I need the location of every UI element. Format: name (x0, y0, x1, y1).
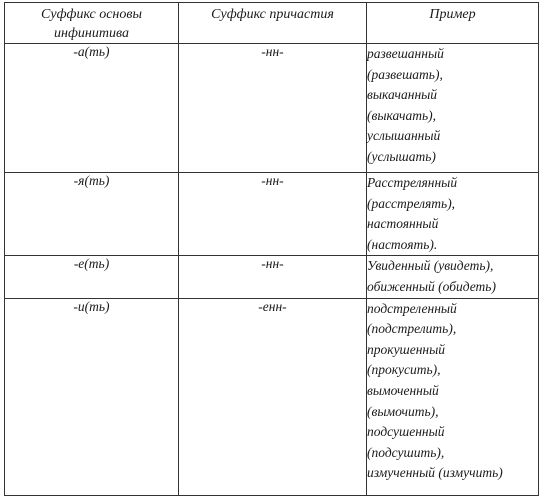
participle-suffix-cell: -енн- (179, 298, 367, 495)
table-row (5, 173, 539, 256)
example-cell (367, 256, 539, 298)
example-line: (услышать) (367, 148, 436, 164)
participle-suffix-cell: -нн- (179, 173, 367, 256)
example-line: (настоять). (367, 236, 438, 252)
infinitive-suffix-cell: -и(ть) (5, 298, 179, 495)
participle-suffix-cell: -нн- (179, 44, 367, 173)
header-participle-suffix: Суффикс причастия (179, 3, 367, 44)
header-infinitive-suffix: Суффикс основы инфинитива (5, 3, 179, 44)
header-example: Пример (367, 3, 539, 44)
example-line: (подстрелить), (367, 321, 457, 337)
example-line: обиженный (обидеть) (367, 278, 496, 294)
example-line: выкачанный (367, 87, 438, 103)
example-line: Увиденный (увидеть), (367, 258, 494, 274)
example-cell (367, 44, 539, 173)
example-line: вымоченный (367, 382, 439, 398)
example-line: (выкачать), (367, 107, 437, 123)
example-line: (прокусить), (367, 362, 441, 378)
participle-suffix-cell: -нн- (179, 256, 367, 298)
infinitive-suffix-cell: -е(ть) (5, 256, 179, 298)
example-line: настоянный (367, 216, 439, 232)
example-line: (подсушить), (367, 444, 445, 460)
table-row (5, 44, 539, 173)
example-line: (расстрелять), (367, 195, 456, 211)
infinitive-suffix-cell: -а(ть) (5, 44, 179, 173)
header-row (5, 3, 539, 44)
table-row (5, 298, 539, 495)
example-line: (вымочить), (367, 403, 439, 419)
example-cell (367, 173, 539, 256)
example-line: подстреленный (367, 300, 457, 316)
example-line: услышанный (367, 128, 441, 144)
example-line: подсушенный (367, 424, 445, 440)
example-line: Расстрелянный (367, 175, 458, 190)
table-row (5, 256, 539, 298)
example-line: (развешать), (367, 66, 443, 82)
infinitive-suffix-cell: -я(ть) (5, 173, 179, 256)
example-line: прокушенный (367, 341, 446, 357)
example-line: измученный (измучить) (367, 465, 503, 481)
example-cell (367, 298, 539, 495)
example-line: развешанный (367, 46, 444, 61)
suffix-table (4, 2, 539, 496)
